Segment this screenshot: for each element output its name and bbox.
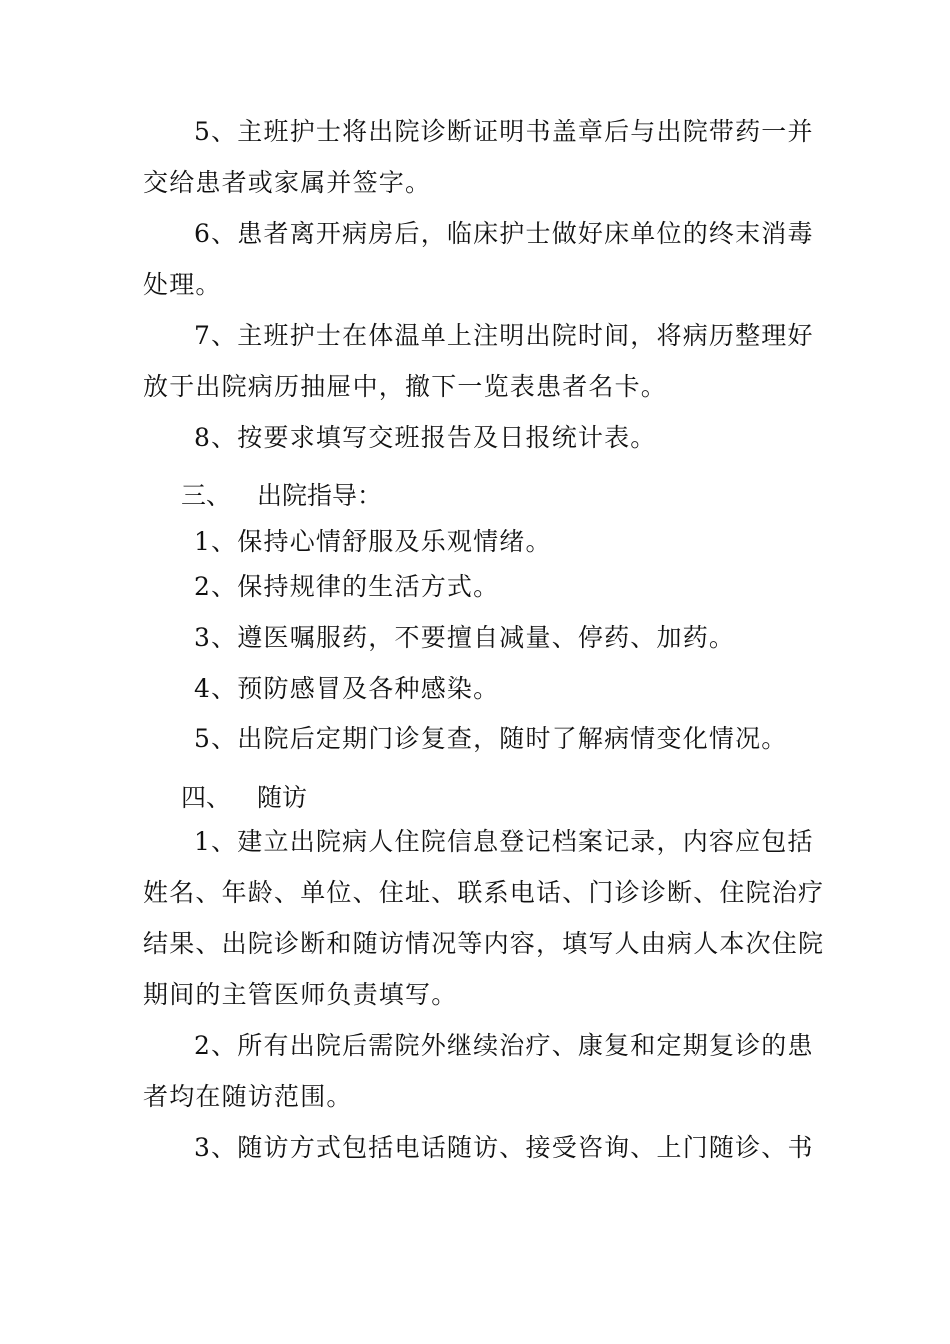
- paragraph-7-line-1: 7、主班护士在体温单上注明出院时间，将病历整理好: [194, 321, 814, 350]
- section-3-number: 三、: [181, 481, 232, 510]
- section-3-title: 出院指导：: [257, 481, 383, 510]
- section-4-number: 四、: [181, 783, 232, 812]
- section-3-heading: [181, 481, 382, 511]
- section-4-heading: [181, 783, 307, 813]
- paragraph-5-line-2: 交给患者或家属并签字。: [143, 168, 432, 197]
- followup-3-line-1: 3、随访方式包括电话随访、接受咨询、上门随诊、书: [194, 1133, 814, 1162]
- guidance-item-1: 1、保持心情舒服及乐观情绪。: [194, 527, 552, 556]
- followup-1-line-3: 结果、出院诊断和随访情况等内容，填写人由病人本次住院: [143, 929, 825, 958]
- paragraph-5-line-1: 5、主班护士将出院诊断证明书盖章后与出院带药一并: [194, 117, 814, 146]
- paragraph-6-line-1: 6、患者离开病房后，临床护士做好床单位的终末消毒: [194, 219, 814, 248]
- guidance-item-3: 3、遵医嘱服药，不要擅自减量、停药、加药。: [194, 623, 736, 652]
- followup-2-line-1: 2、所有出院后需院外继续治疗、康复和定期复诊的患: [194, 1031, 814, 1060]
- guidance-item-4: 4、预防感冒及各种感染。: [194, 674, 500, 703]
- followup-1-line-1: 1、建立出院病人住院信息登记档案记录，内容应包括: [194, 827, 814, 856]
- paragraph-7-line-2: 放于出院病历抽屉中，撤下一览表患者名卡。: [143, 372, 668, 401]
- followup-2-line-2: 者均在随访范围。: [143, 1082, 353, 1111]
- followup-1-line-4: 期间的主管医师负责填写。: [143, 980, 458, 1009]
- paragraph-8: 8、按要求填写交班报告及日报统计表。: [194, 423, 657, 452]
- guidance-item-5: 5、出院后定期门诊复查，随时了解病情变化情况。: [194, 724, 788, 753]
- section-4-title: 随访: [257, 783, 308, 812]
- paragraph-6-line-2: 处理。: [143, 270, 222, 299]
- guidance-item-2: 2、保持规律的生活方式。: [194, 572, 500, 601]
- followup-1-line-2: 姓名、年龄、单位、住址、联系电话、门诊诊断、住院治疗: [143, 878, 825, 907]
